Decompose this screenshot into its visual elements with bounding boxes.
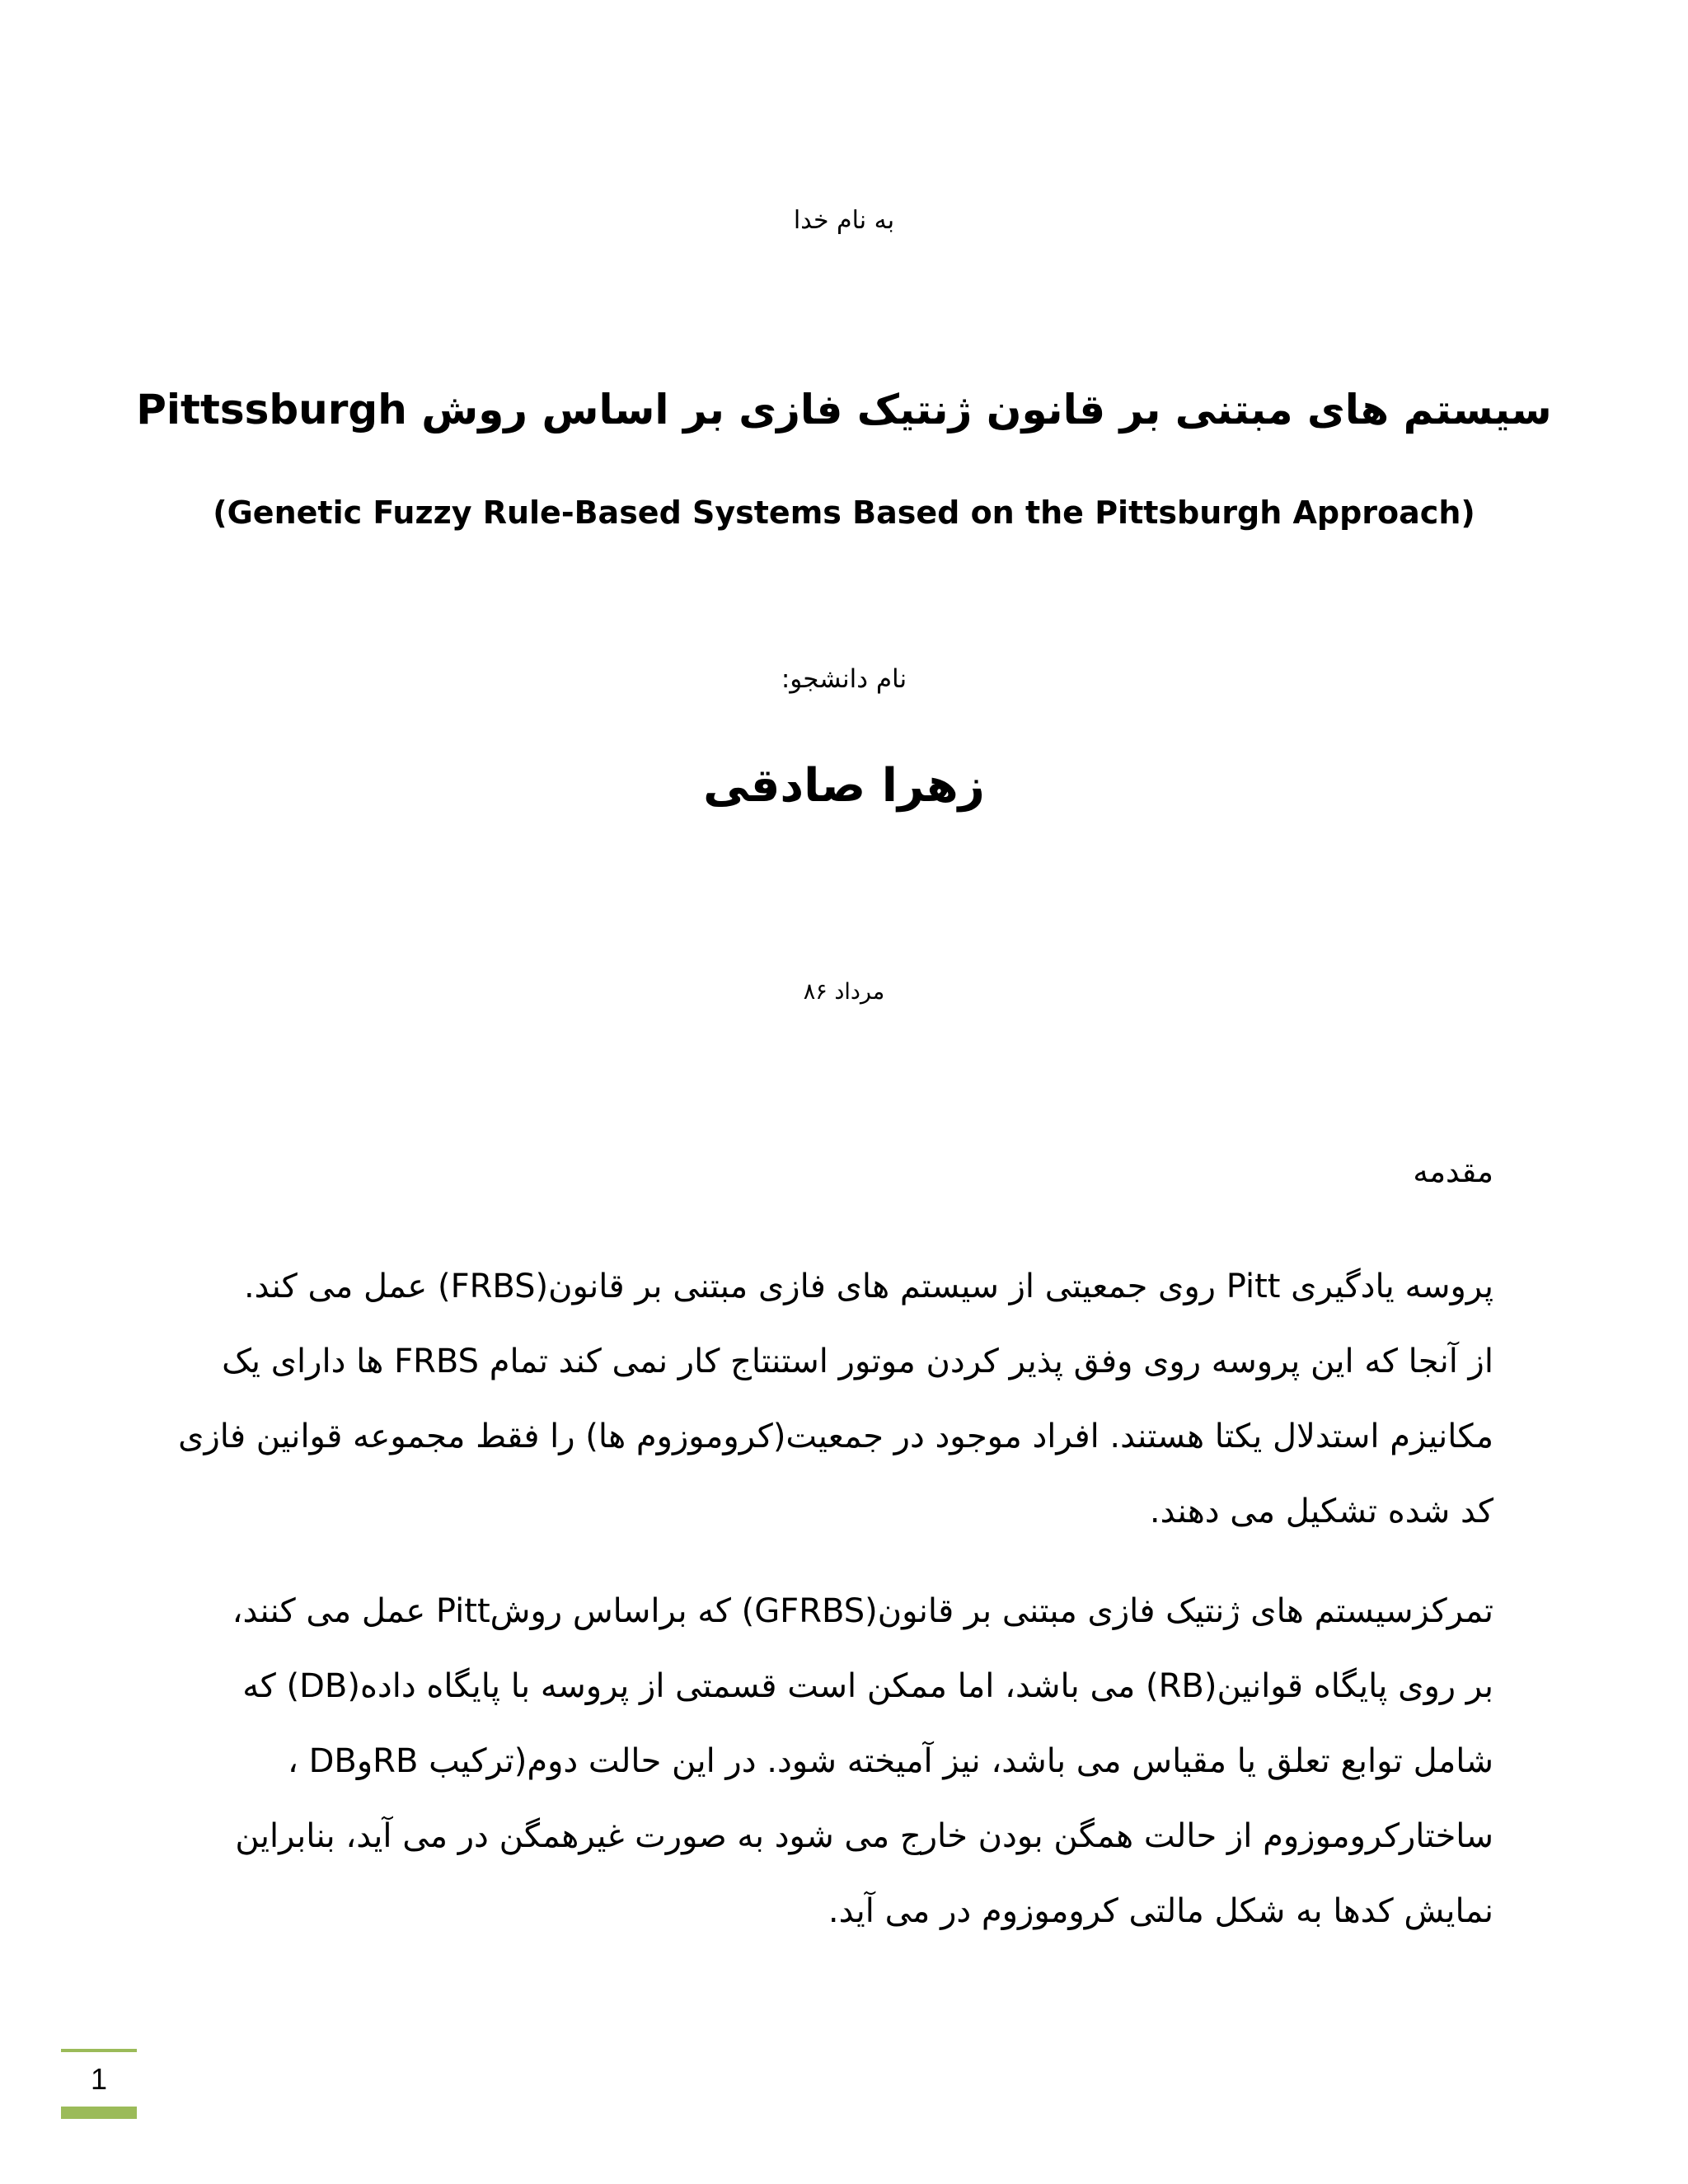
student-name: زهرا صادقی bbox=[703, 759, 985, 813]
intro-paragraph-2 bbox=[191, 1574, 1493, 1949]
footer-divider bbox=[61, 2049, 137, 2052]
paragraph-line: ساختارکروموزوم از حالت همگن بودن خارج می شود به صورت غیرهمگن در می آید، بنابراین bbox=[235, 1817, 1493, 1855]
paragraph-line: نمایش کدها به شکل مالتی کروموزوم در می آید. bbox=[828, 1892, 1493, 1930]
bismillah-header: به نام خدا bbox=[793, 206, 895, 235]
student-name-label: نام دانشجو: bbox=[781, 664, 907, 694]
paragraph-line: شامل توابع تعلق یا مقیاس می باشد، نیز آمیخته شود. در این حالت دوم(ترکیب RBوDB ، bbox=[287, 1742, 1493, 1780]
paragraph-line: کد شده تشکیل می دهند. bbox=[1149, 1493, 1493, 1530]
page-footer bbox=[61, 2049, 137, 2121]
paragraph-line: تمرکزسیستم های ژنتیک فازی مبتنی بر قانون(GFRBS) که براساس روشPitt عمل می کنند، bbox=[232, 1592, 1493, 1630]
title-persian: سیستم های مبتنی بر قانون ژنتیک فازی بر اساس روش Pittssburgh bbox=[136, 386, 1552, 434]
paragraph-line: بر روی پایگاه قوانین(RB) می باشد، اما ممکن است قسمتی از پروسه با پایگاه داده(DB) که bbox=[242, 1667, 1493, 1705]
paragraph-line: پروسه یادگیری Pitt روی جمعیتی از سیستم های فازی مبتنی بر قانون(FRBS) عمل می کند. bbox=[243, 1268, 1493, 1305]
paragraph-line: مکانیزم استدلال یکتا هستند. افراد موجود در جمعیت(کروموزوم ها) را فقط مجموعه قوانین فازی bbox=[178, 1418, 1493, 1455]
footer-accent-bar bbox=[61, 2107, 137, 2119]
document-date: مرداد ۸۶ bbox=[803, 979, 885, 1005]
intro-heading: مقدمه bbox=[1413, 1154, 1493, 1189]
paragraph-line: از آنجا که این پروسه روی وفق پذیر کردن موتور استنتاج کار نمی کند تمام FRBS ها دارای یک bbox=[222, 1343, 1493, 1380]
title-english: (Genetic Fuzzy Rule-Based Systems Based on the Pittsburgh Approach) bbox=[213, 494, 1475, 531]
intro-paragraph-1 bbox=[178, 1249, 1493, 1549]
page-number: 1 bbox=[90, 2062, 108, 2096]
